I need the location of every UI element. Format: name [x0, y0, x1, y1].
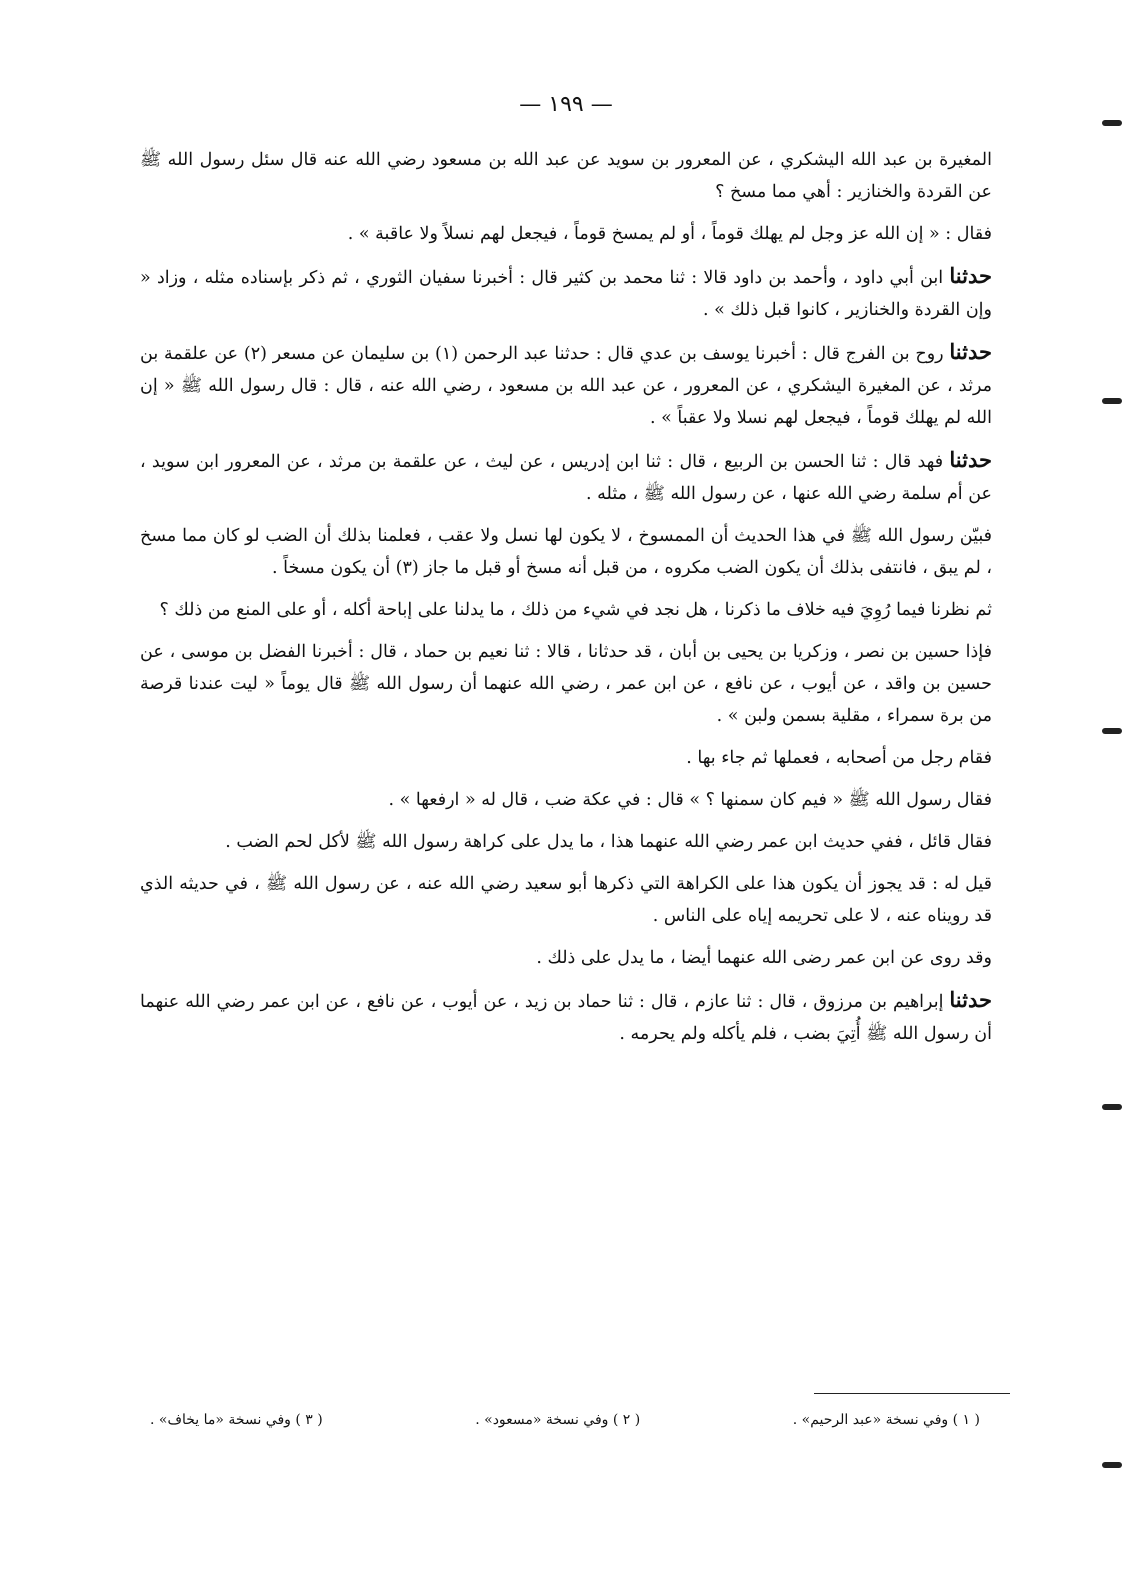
paragraph-text: فبيّن رسول الله ﷺ في هذا الحديث أن الممسوخ ، لا يكون لها نسل ولا عقب ، فعلمنا بذلك أن الضب لو كان مما مسخ ، لم يبق ، فانتفى بذلك أن يكون الضب مكروه ، من قبل أنه مسخ أو قبل ما جاز (٣) أن يكون مسخاً .	[140, 526, 992, 578]
hadith-chain-heading: حدثنا	[949, 447, 992, 472]
paragraph-text: فإذا حسين بن نصر ، وزكريا بن يحيى بن أبان ، قد حدثانا ، قالا : ثنا نعيم بن حماد ، قال : أخبرنا الفضل بن موسى ، عن حسين بن واقد ، عن أيوب ، عن نافع ، عن ابن عمر ، رضي الله عنهما أن رسول الله ﷺ قال يوماً « ليت عندنا قرصة من برة سمراء ، مقلية بسمن ولبن » .	[140, 642, 992, 726]
paragraph-text: فقال قائل ، ففي حديث ابن عمر رضي الله عنهما هذا ، ما يدل على كراهة رسول الله ﷺ لأكل لحم الضب .	[225, 832, 992, 852]
paragraph	[140, 784, 992, 816]
paragraph	[140, 826, 992, 858]
paragraph	[140, 742, 992, 774]
paragraph	[140, 218, 992, 250]
paragraph-text: فقال رسول الله ﷺ « فيم كان سمنها ؟ » قال : في عكة ضب ، قال له « ارفعها » .	[388, 790, 992, 810]
hadith-chain-heading: حدثنا	[949, 987, 992, 1012]
footnote-divider	[814, 1393, 1010, 1394]
paragraph-text: إبراهيم بن مرزوق ، قال : ثنا عازم ، قال : ثنا حماد بن زيد ، عن أيوب ، عن نافع ، عن ابن عمر رضي الله عنهما أن رسول الله ﷺ أُتِيَ بضب ، فلم يأكله ولم يحرمه .	[140, 992, 992, 1044]
margin-mark	[1102, 120, 1122, 126]
paragraph-text: ابن أبي داود ، وأحمد بن داود قالا : ثنا محمد بن كثير قال : أخبرنا سفيان الثوري ، ثم ذكر بإسناده مثله ، وزاد « وإن القردة والخنازير ، كانوا قبل ذلك » .	[140, 268, 992, 320]
footnote-1: ( ١ ) وفي نسخة «عبد الرحيم» .	[792, 1412, 980, 1428]
paragraph-text: وقد روى عن ابن عمر رضى الله عنهما أيضا ، ما يدل على ذلك .	[536, 948, 992, 968]
paragraph	[140, 144, 992, 208]
paragraph	[140, 520, 992, 584]
footnote-3: ( ٣ ) وفي نسخة «ما يخاف» .	[150, 1412, 323, 1428]
paragraph	[140, 444, 992, 510]
margin-mark	[1102, 1104, 1122, 1110]
main-text	[140, 144, 992, 1060]
paragraph-text: ثم نظرنا فيما رُوِيَ فيه خلاف ما ذكرنا ، هل نجد في شيء من ذلك ، ما يدلنا على إباحة أكله ، أو على المنع من ذلك ؟	[159, 600, 992, 620]
hadith-chain-heading: حدثنا	[949, 339, 992, 364]
paragraph	[140, 594, 992, 626]
paragraph	[140, 868, 992, 932]
footnotes	[150, 1412, 980, 1428]
margin-mark	[1102, 1462, 1122, 1468]
hadith-chain-heading: حدثنا	[949, 263, 992, 288]
paragraph	[140, 260, 992, 326]
paragraph	[140, 984, 992, 1050]
margin-mark	[1102, 728, 1122, 734]
paragraph-text: فقام رجل من أصحابه ، فعملها ثم جاء بها .	[686, 748, 992, 768]
paragraph-text: فقال : « إن الله عز وجل لم يهلك قوماً ، أو لم يمسخ قوماً ، فيجعل لهم نسلاً ولا عاقبة » .	[347, 224, 992, 244]
paragraph-text: المغيرة بن عبد الله اليشكري ، عن المعرور بن سويد عن عبد الله بن مسعود رضي الله عنه قال سئل رسول الله ﷺ عن القردة والخنازير : أهي مما مسخ ؟	[140, 150, 992, 202]
paragraph	[140, 336, 992, 434]
paragraph	[140, 942, 992, 974]
paragraph	[140, 636, 992, 732]
paragraph-text: روح بن الفرج قال : أخبرنا يوسف بن عدي قال : حدثنا عبد الرحمن (١) بن سليمان عن مسعر (٢) عن علقمة بن مرثد ، عن المغيرة اليشكري ، عن المعرور ، عن عبد الله بن مسعود ، رضي الله عنه ، قال : قال رسول الله ﷺ « إن الله لم يهلك قوماً ، فيجعل لهم نسلا ولا عقباً » .	[140, 344, 992, 428]
paragraph-text: قيل له : قد يجوز أن يكون هذا على الكراهة التي ذكرها أبو سعيد رضي الله عنه ، عن رسول الله ﷺ ، في حديثه الذي قد رويناه عنه ، لا على تحريمه إياه على الناس .	[140, 874, 992, 926]
margin-mark	[1102, 398, 1122, 404]
page-number: — ١٩٩ —	[519, 92, 613, 117]
footnote-2: ( ٢ ) وفي نسخة «مسعود» .	[475, 1412, 641, 1428]
paragraph-text: فهد قال : ثنا الحسن بن الربيع ، قال : ثنا ابن إدريس ، عن ليث ، عن علقمة بن مرثد ، عن المعرور ابن سويد ، عن أم سلمة رضي الله عنها ، عن رسول الله ﷺ ، مثله .	[140, 452, 992, 504]
